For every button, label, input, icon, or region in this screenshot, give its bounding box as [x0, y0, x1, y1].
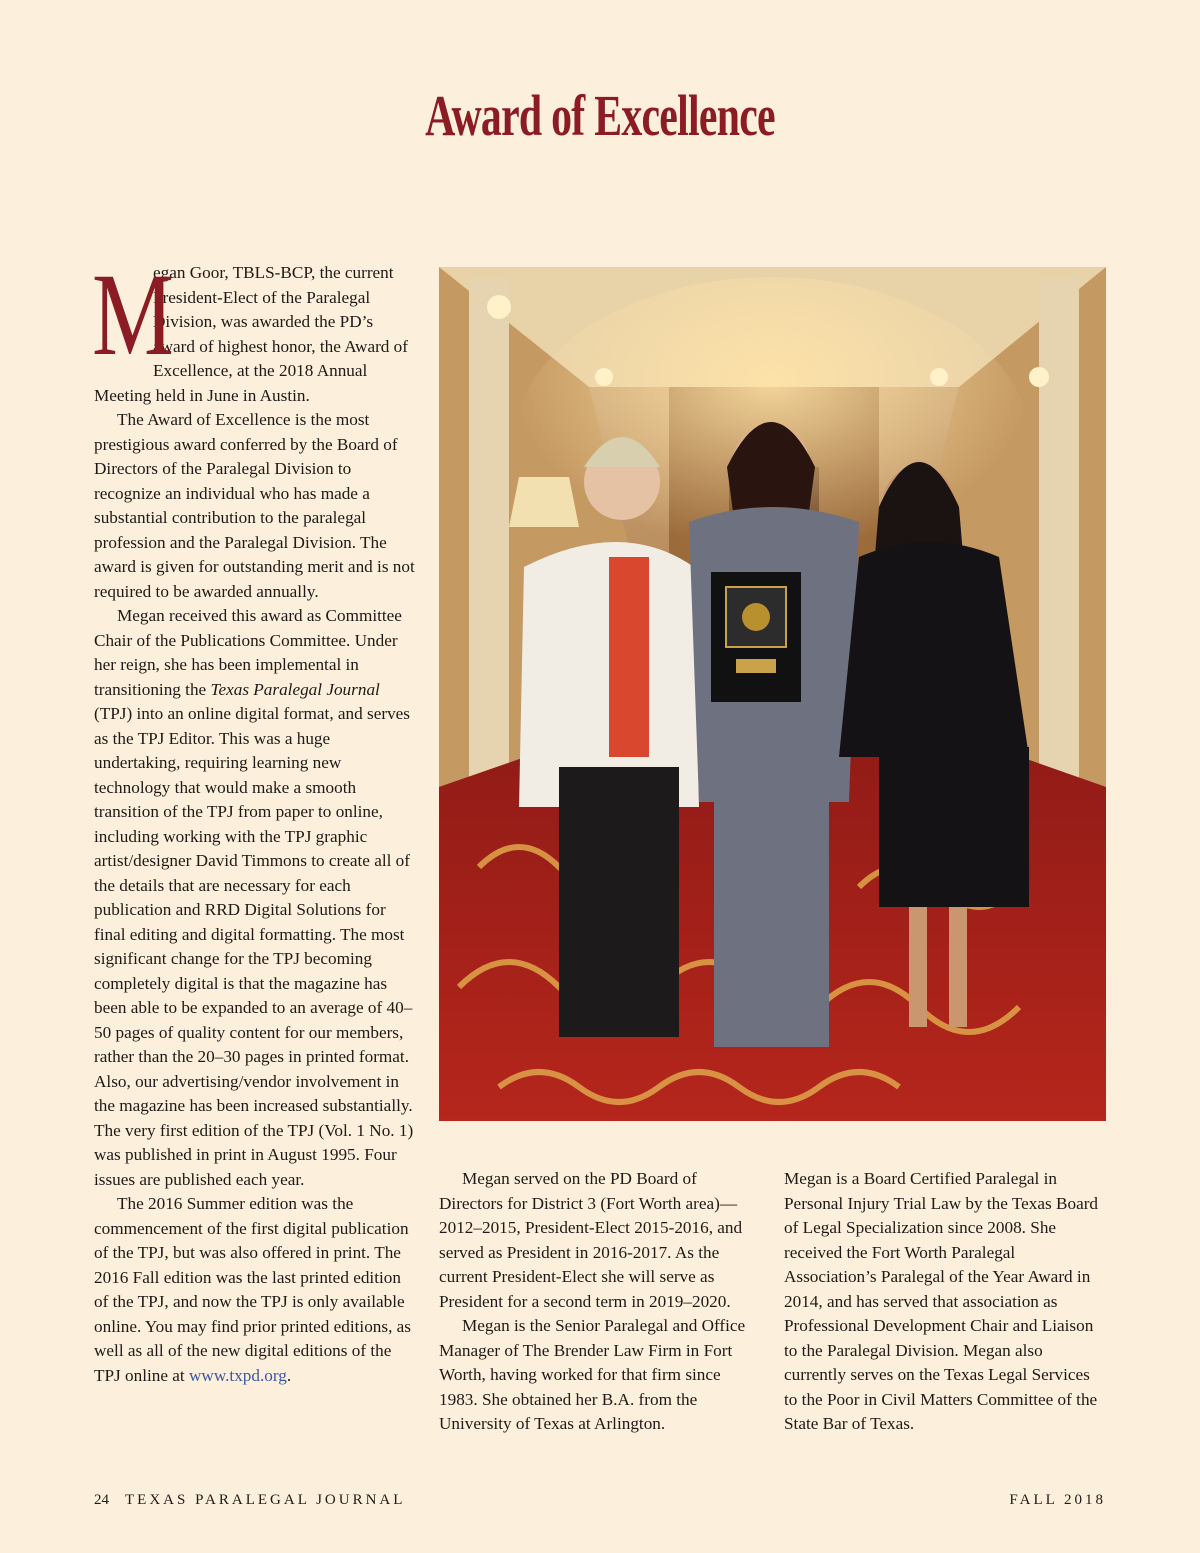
intro-paragraph: M egan Goor, TBLS-BCP, the current President-Elect of the Paralegal Division, was awarded the PD’s award of highest honor, the Award of Excellence, at the 2018 Annual Meeting held in June in Austin. [92, 249, 408, 405]
article-column-3 [784, 1167, 1106, 1437]
footer-left [94, 1492, 405, 1509]
paragraph: Megan is the Senior Paralegal and Office Manager of The Brender Law Firm in Fort Worth, having worked for that firm since 1983. She obtained her B.A. from the University of Texas at Arlington. [439, 1316, 746, 1433]
journal-name: Texas Paralegal Journal [210, 679, 380, 699]
article-column-1 [92, 249, 418, 1388]
paragraph: The 2016 Summer edition was the commencement of the first digital publication of the TPJ, but was also offered in print. The 2016 Fall edition was the last printed edition of the TPJ, and now the TPJ is only available online. You may find prior printed editions, as well as all of the new digital editions of the TPJ online at www.txpd.org. [94, 1194, 411, 1385]
paragraph: Megan served on the PD Board of Directors for District 3 (Fort Worth area)—2012–2015, President-Elect 2015-2016, and served as President in 2016-2017. As the current President-Elect she will serve as President for a second term in 2019–2020. [439, 1169, 743, 1311]
publication-name: TEXAS PARALEGAL JOURNAL [125, 1492, 406, 1508]
drop-cap: M [92, 249, 174, 380]
issue-label: FALL 2018 [1009, 1492, 1106, 1508]
page-title: Award of Excellence [425, 83, 775, 148]
award-photo [439, 267, 1106, 1121]
paragraph: Megan received this award as Committee Chair of the Publications Committee. Under her reign, she has been implemental in transitioning the Texas Paralegal Journal (TPJ) into an online digital format, and serves as the TPJ Editor. This was a huge undertaking, requiring learning new technology that would make a smooth transition of the TPJ from paper to online, including working with the TPJ graphic artist/designer David Timmons to create all of the details that are necessary for each publication and RRD Digital Solutions for final editing and digital formatting. The most significant change for the TPJ becoming completely digital is that the magazine has been able to be expanded to an average of 40–50 pages of quality content for our members, rather than the 20–30 pages in printed format. Also, our advertising/vendor involvement in the magazine has been increased substantially. The very first edition of the TPJ (Vol. 1 No. 1) was published in print in August 1995. Four issues are published each year. [94, 606, 414, 1189]
paragraph: Megan is a Board Certified Paralegal in Personal Injury Trial Law by the Texas Board of Legal Specialization since 2008. She received the Fort Worth Paralegal Association’s Paralegal of the Year Award in 2014, and has served that association as Professional Development Chair and Liaison to the Paralegal Division. Megan also currently serves on the Texas Legal Services to the Poor in Civil Matters Committee of the State Bar of Texas. [784, 1169, 1099, 1433]
page-number: 24 [94, 1492, 109, 1508]
txpd-link[interactable]: www.txpd.org [189, 1365, 287, 1385]
article-column-2 [439, 1167, 761, 1437]
paragraph: The Award of Excellence is the most prestigious award conferred by the Board of Directors of the Paralegal Division to recognize an individual who has made a substantial contribution to the paralegal profession and the Paralegal Division. The award is given for outstanding merit and is not required to be awarded annually. [94, 410, 415, 601]
